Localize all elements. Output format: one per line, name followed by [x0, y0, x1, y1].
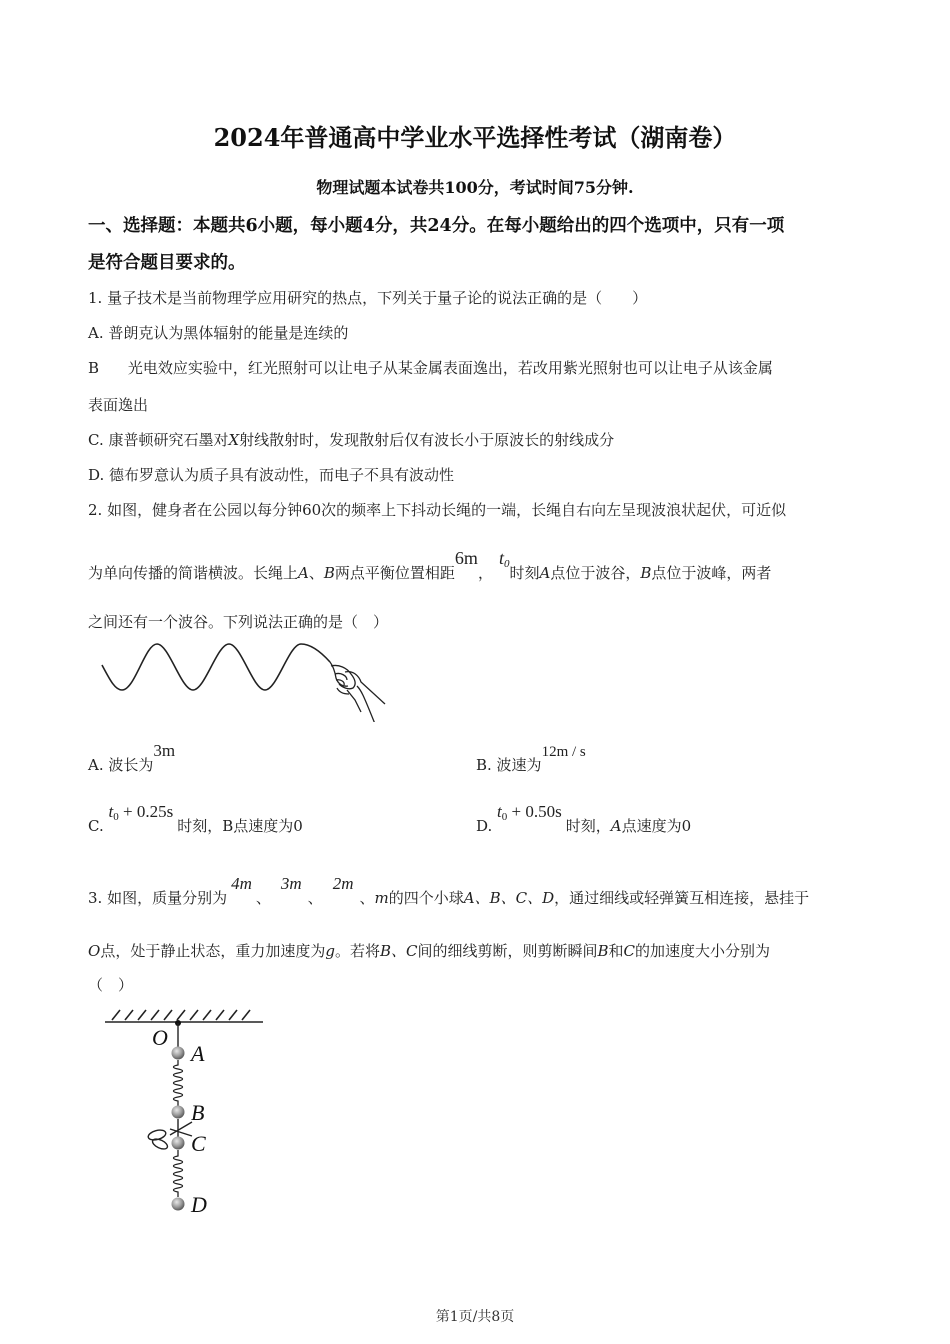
ball-b	[172, 1106, 185, 1119]
spring-cd	[174, 1150, 183, 1197]
ball-c: C	[623, 942, 636, 960]
variable-a: A	[610, 817, 622, 835]
option-value: 12m / s	[541, 744, 586, 760]
mass-value: 2m	[332, 874, 354, 893]
label-d: D	[191, 1192, 207, 1217]
rope-wave	[102, 644, 330, 690]
wave-rope-figure	[95, 632, 395, 722]
exam-subtitle: 物理试题本试卷共100分，考试时间75分钟.	[316, 178, 634, 197]
stem-text: 和	[608, 942, 624, 960]
q2-option-d	[476, 802, 692, 836]
stem-text: 间的细线剪断，则剪断瞬间	[417, 942, 598, 960]
option-text: 射线散射时，发现散射后仅有波长小于原波长的射线成分	[239, 431, 615, 449]
q3-stem-line3: （ ）	[88, 976, 134, 994]
spring-ab	[174, 1060, 183, 1106]
stem-text: 3. 如图，质量分别为	[88, 889, 228, 907]
stem-text: 的四个小球	[388, 889, 464, 907]
q1-option-b-cont: 表面逸出	[88, 396, 149, 414]
stem-text: 点，处于静止状态，重力加速度为	[100, 942, 326, 960]
mass-value: 4m	[231, 874, 252, 893]
option-text: 光电效应实验中，红光照射可以让电子从某金属表面逸出，若改用紫光照射也可以让电子从该金属	[127, 359, 773, 377]
q1-option-c	[88, 429, 614, 450]
subscript: 0	[113, 811, 119, 823]
ball-labels: B、C	[379, 942, 418, 960]
option-label: A. 波长为	[88, 756, 154, 774]
stem-text: 的加速度大小分别为	[635, 942, 771, 960]
option-text: 时刻，B点速度为0	[177, 817, 303, 835]
option-text: 时刻，	[565, 817, 611, 835]
variable-a: A	[539, 564, 551, 582]
label-c: C	[191, 1131, 206, 1156]
mass-value: m	[374, 889, 389, 907]
variable-b: B	[323, 564, 335, 582]
hand-icon	[330, 662, 385, 722]
q1-option-a: A. 普朗克认为黑体辐射的能量是连续的	[88, 324, 349, 342]
separator: ，	[477, 564, 493, 582]
q2-option-b	[476, 744, 586, 775]
option-label: B. 波速为	[476, 756, 542, 774]
t0-symbol	[499, 548, 510, 568]
section-heading-line2: 是符合题目要求的。	[88, 253, 246, 273]
stem-text: 点位于波峰，两者	[651, 564, 772, 582]
option-expression	[109, 802, 174, 821]
q2-option-c	[88, 802, 303, 836]
scissors-icon	[147, 1122, 192, 1151]
q1-option-b	[88, 357, 773, 378]
separator: 、	[307, 889, 323, 907]
time-offset: + 0.50s	[511, 802, 562, 821]
stem-text: ，通过细线或轻弹簧互相连接，悬挂于	[554, 889, 810, 907]
variable-b: B	[640, 564, 652, 582]
label-a: A	[191, 1041, 205, 1066]
stem-text: 时刻	[509, 564, 540, 582]
t-symbol: t	[498, 548, 504, 568]
q1-option-d: D. 德布罗意认为质子具有波动性，而电子不具有波动性	[88, 466, 455, 484]
ceiling-hatch	[105, 1010, 263, 1022]
q2-stem-line1: 2. 如图，健身者在公园以每分钟60次的频率上下抖动长绳的一端，长绳自右向左呈现波浪状起伏，可近似	[88, 501, 787, 519]
question-text: 量子技术是当前物理学应用研究的热点，下列关于量子论的说法正确的是（ ）	[107, 289, 648, 307]
spring-ball-figure	[100, 1005, 280, 1220]
question-1-stem	[88, 287, 647, 308]
gravity-symbol: g	[325, 942, 335, 960]
stem-text: 。若将	[334, 942, 380, 960]
subscript: 0	[503, 558, 510, 570]
q3-stem-line1	[88, 874, 810, 908]
ball-c	[172, 1137, 185, 1150]
t-symbol: t	[108, 802, 114, 821]
question-number: 1.	[88, 289, 103, 307]
variable-a: A	[298, 564, 309, 582]
distance-value: 6m	[454, 548, 478, 568]
separator: 、	[255, 889, 271, 907]
ball-d	[172, 1198, 185, 1211]
option-label: D.	[476, 817, 493, 835]
page-number: 第1页/共8页	[435, 1309, 515, 1325]
q2-stem-line2	[88, 548, 772, 583]
stem-text: 两点平衡位置相距	[334, 564, 455, 582]
q2-option-a	[88, 741, 176, 775]
option-text: C. 康普顿研究石墨对	[88, 431, 229, 449]
stem-text: 为单向传播的简谐横波。长绳上	[88, 564, 299, 582]
q3-stem-line2	[88, 940, 770, 961]
point-o: O	[88, 942, 101, 960]
separator: 、	[359, 889, 375, 907]
label-o: O	[152, 1025, 168, 1050]
ball-a	[172, 1047, 185, 1060]
q2-stem-line3: 之间还有一个波谷。下列说法正确的是（ ）	[88, 613, 389, 631]
subscript: 0	[501, 811, 508, 823]
stem-text: 点位于波谷，	[550, 564, 641, 582]
t-symbol: t	[497, 802, 502, 821]
exam-title: 2024年普通高中学业水平选择性考试（湖南卷）	[213, 123, 737, 152]
label-b: B	[191, 1100, 205, 1125]
variable-x: X	[228, 431, 240, 449]
section-heading-line1: 一、选择题：本题共6小题，每小题4分，共24分。在每小题给出的四个选项中，只有一项	[88, 216, 785, 236]
mass-value: 3m	[280, 874, 302, 893]
ball-b: B	[597, 942, 609, 960]
separator: 、	[308, 564, 324, 582]
option-label: C.	[88, 817, 104, 835]
ball-labels: A、B、C、D	[463, 889, 555, 907]
option-label: B	[88, 359, 100, 377]
option-text: 点速度为0	[621, 817, 692, 835]
option-expression	[497, 802, 562, 821]
option-value: 3m	[153, 741, 176, 760]
time-offset: + 0.25s	[122, 802, 174, 821]
